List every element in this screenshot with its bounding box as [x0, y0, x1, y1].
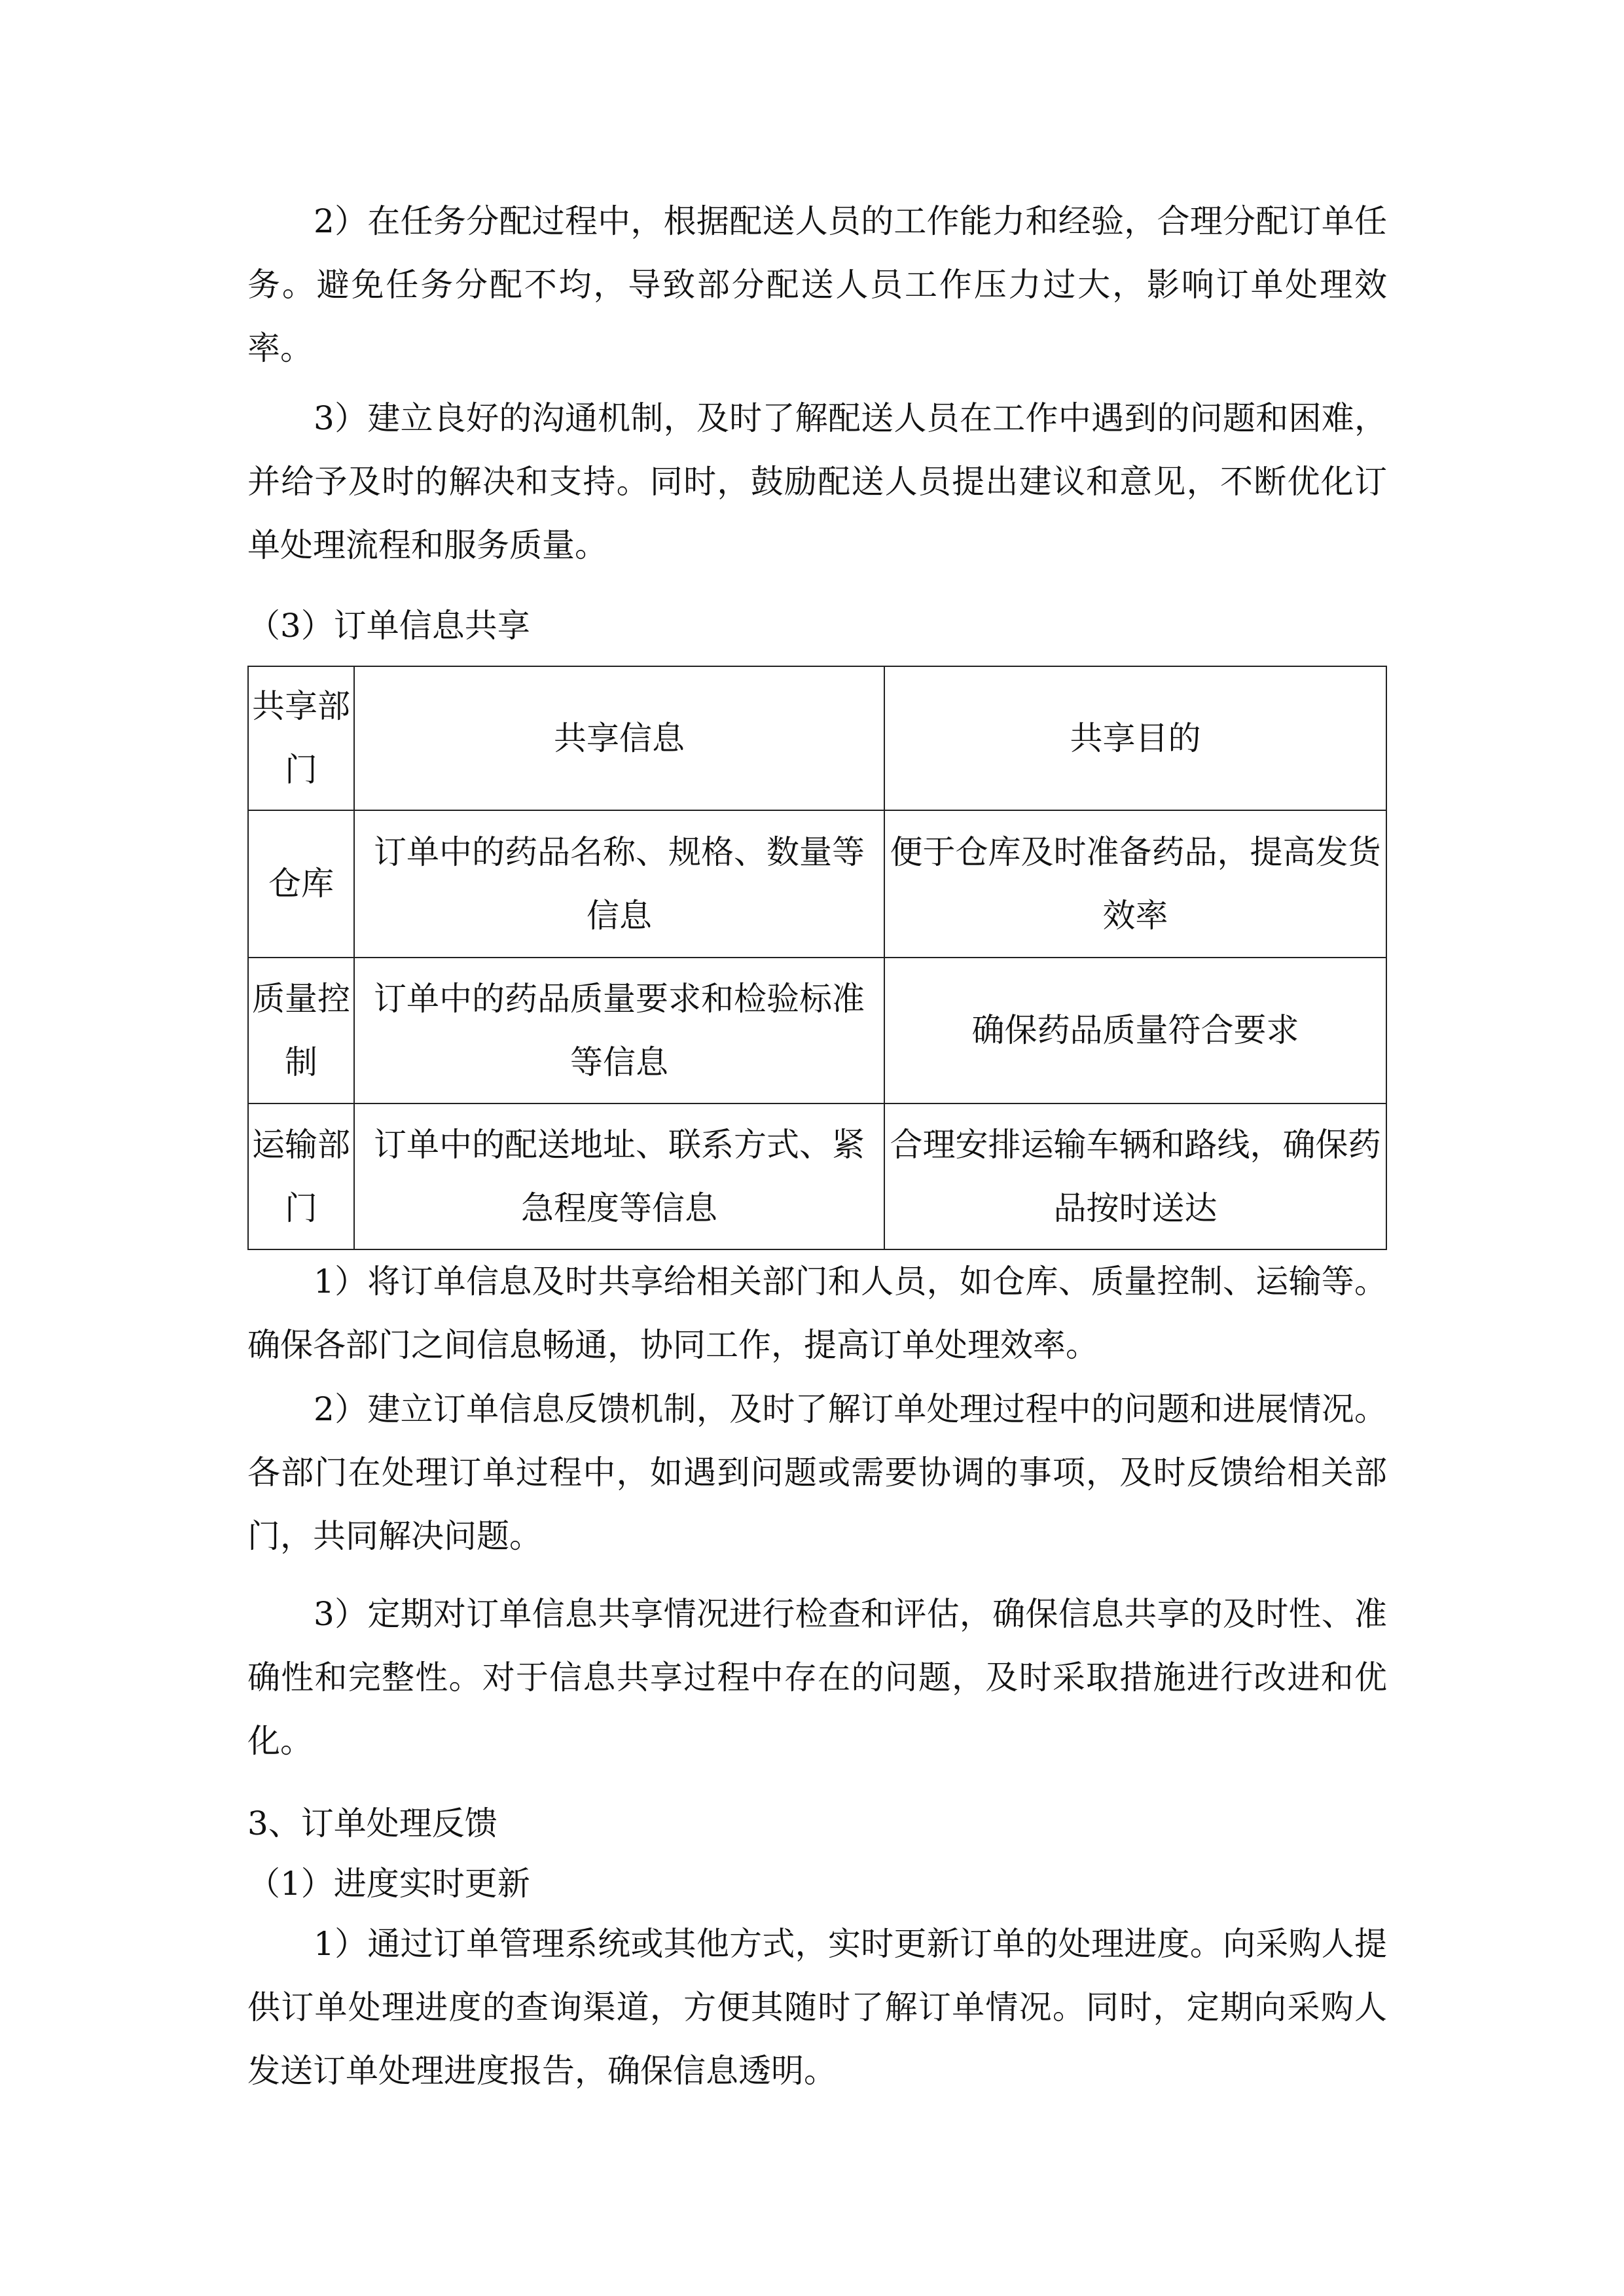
header-cell: 共享信息: [354, 666, 884, 810]
table-row: [248, 1103, 1386, 1249]
table-cell: 订单中的配送地址、联系方式、紧急程度等信息: [354, 1103, 884, 1249]
table-cell: 确保药品质量符合要求: [884, 958, 1386, 1103]
heading-order-feedback: 3、订单处理反馈: [247, 1804, 497, 1842]
paragraph-periodic-review: 3）定期对订单信息共享情况进行检查和评估，确保信息共享的及时性、准确性和完整性。对于信息共享过程中存在的问题，及时采取措施进行改进和优化。: [247, 1595, 1387, 1760]
table-row: [248, 810, 1386, 958]
paragraph-task-allocation: 2）在任务分配过程中，根据配送人员的工作能力和经验，合理分配订单任务。避免任务分配不均，导致部分配送人员工作压力过大，影响订单处理效率。: [247, 202, 1387, 367]
section-heading-info-sharing: （3）订单信息共享: [247, 607, 530, 645]
table-header-row: [248, 666, 1386, 810]
table-row: [248, 958, 1386, 1103]
table-cell: 合理安排运输车辆和路线，确保药品按时送达: [884, 1103, 1386, 1249]
header-cell: 共享部门: [248, 666, 354, 810]
paragraph-share-info: 1）将订单信息及时共享给相关部门和人员，如仓库、质量控制、运输等。确保各部门之间信息畅通，协同工作，提高订单处理效率。: [247, 1263, 1387, 1364]
table-cell: 质量控制: [248, 958, 354, 1103]
paragraph-communication: 3）建立良好的沟通机制，及时了解配送人员在工作中遇到的问题和困难，并给予及时的解决和支持。同时，鼓励配送人员提出建议和意见，不断优化订单处理流程和服务质量。: [247, 399, 1387, 564]
info-sharing-table: [247, 666, 1387, 1250]
paragraph-progress-update: 1）通过订单管理系统或其他方式，实时更新订单的处理进度。向采购人提供订单处理进度的查询渠道，方便其随时了解订单情况。同时，定期向采购人发送订单处理进度报告，确保信息透明。: [247, 1925, 1387, 2090]
table-cell: 订单中的药品名称、规格、数量等信息: [354, 810, 884, 958]
table-cell: 便于仓库及时准备药品，提高发货效率: [884, 810, 1386, 958]
table-cell: 仓库: [248, 810, 354, 958]
table-cell: 订单中的药品质量要求和检验标准等信息: [354, 958, 884, 1103]
header-cell: 共享目的: [884, 666, 1386, 810]
table-cell: 运输部门: [248, 1103, 354, 1249]
heading-progress-update: （1）进度实时更新: [247, 1865, 530, 1903]
paragraph-feedback-mechanism: 2）建立订单信息反馈机制，及时了解订单处理过程中的问题和进展情况。各部门在处理订单过程中，如遇到问题或需要协调的事项，及时反馈给相关部门，共同解决问题。: [247, 1390, 1387, 1555]
